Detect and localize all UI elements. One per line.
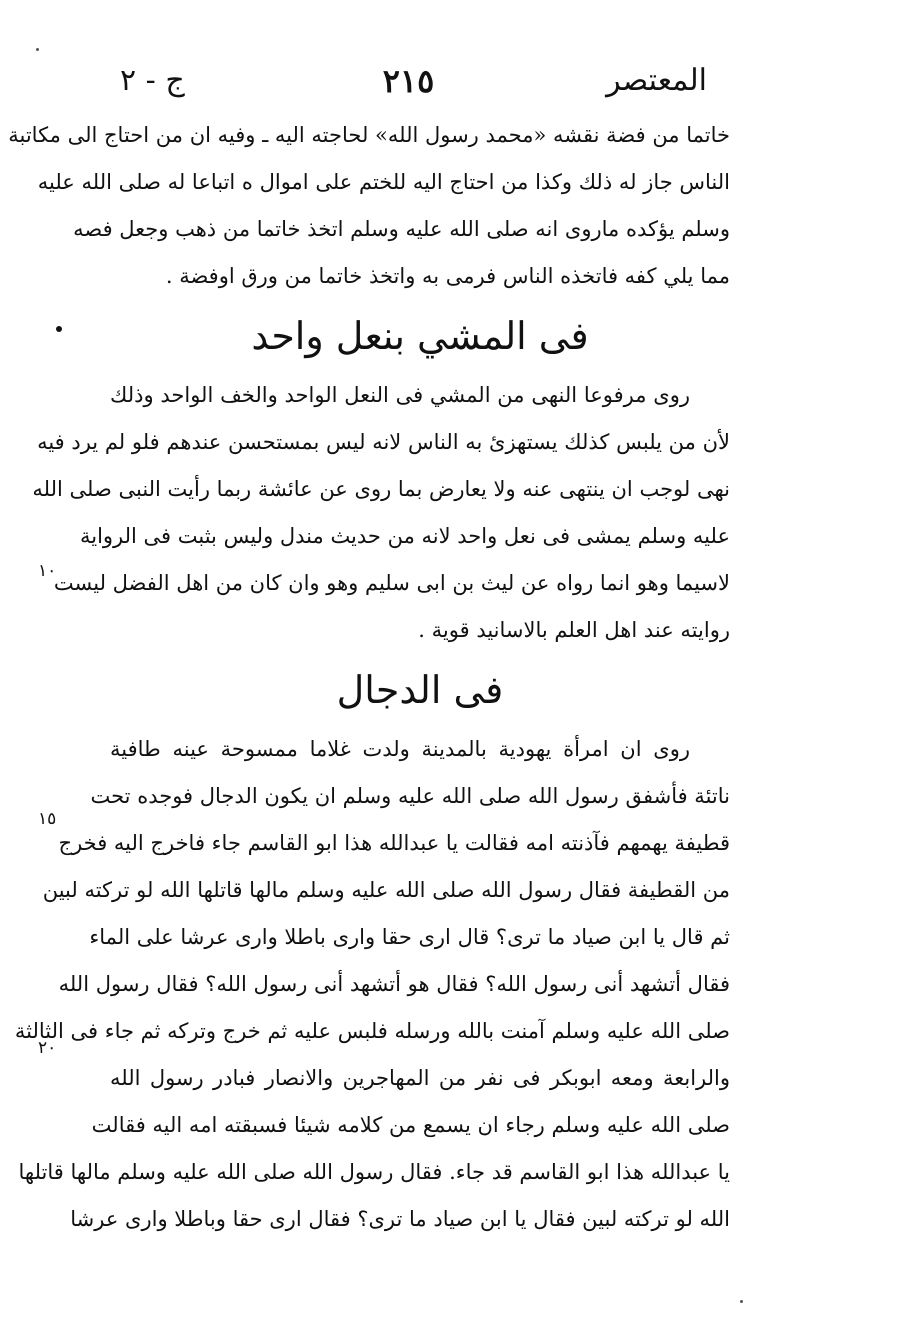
text-line: روى مرفوعا النهى من المشي فى النعل الواحد والخف الواحد وذلك — [110, 383, 690, 407]
volume-label: ج - ٢ — [120, 63, 185, 98]
text-line: ثم قال يا ابن صياد ما ترى؟ قال ارى حقا وارى باطلا وارى عرشا على الماء — [89, 925, 730, 949]
text-line: نهى لوجب ان ينتهى عنه ولا يعارض بما روى عن عائشة ربما رأيت النبى صلى الله — [32, 477, 730, 501]
text-line: خاتما من فضة نقشه «محمد رسول الله» لحاجته اليه ـ وفيه ان من احتاج الى مكاتبة — [8, 123, 730, 147]
line-number-20: ٢٠ — [38, 1038, 57, 1058]
line-number-10: ١٠ — [38, 561, 57, 581]
page-number: ٢١٥ — [382, 62, 435, 100]
margin-dot — [56, 326, 62, 332]
text-line: الناس جاز له ذلك وكذا من احتاج اليه للختم على اموال ه اتباعا له صلى الله عليه — [37, 170, 730, 194]
text-line: فقال أتشهد أنى رسول الله؟ فقال هو أتشهد أنى رسول الله؟ فقال رسول الله — [58, 972, 730, 996]
line-number-15: ١٥ — [38, 809, 57, 829]
text-line: يا عبدالله هذا ابو القاسم قد جاء. فقال رسول الله صلى الله عليه وسلم مالها قاتلها — [18, 1160, 730, 1184]
paper-speck — [740, 1300, 743, 1303]
paper-speck — [36, 48, 39, 51]
text-line: لأن من يلبس كذلك يستهزئ به الناس لانه ليس بمستحسن عندهم فلو لم يرد فيه — [37, 430, 730, 454]
text-line: مما يلي كفه فاتخذه الناس فرمى به واتخذ خاتما من ورق اوفضة . — [165, 264, 730, 288]
text-line: وسلم يؤكده ماروى انه صلى الله عليه وسلم اتخذ خاتما من ذهب وجعل فصه — [73, 217, 730, 241]
text-line: لاسيما وهو انما رواه عن ليث بن ابى سليم وهو وان كان من اهل الفضل ليست — [53, 571, 730, 595]
text-line: من القطيفة فقال رسول الله صلى الله عليه وسلم مالها قاتلها الله لو تركته لبين — [42, 878, 730, 902]
text-line: صلى الله عليه وسلم آمنت بالله ورسله فلبس عليه ثم خرج وتركه ثم جاء فى الثالثة — [14, 1019, 730, 1043]
text-line: روى ان امرأة يهودية بالمدينة ولدت غلاما ممسوحة عينه طافية — [110, 737, 690, 761]
page-header — [110, 56, 707, 106]
running-title: المعتصر — [606, 63, 707, 98]
text-line: الله لو تركته لبين فقال يا ابن صياد ما ترى؟ فقال ارى حقا وباطلا وارى عرشا — [70, 1207, 730, 1231]
section-heading: فى الدجال — [336, 668, 504, 712]
text-line: روايته عند اهل العلم بالاسانيد قوية . — [418, 618, 730, 642]
text-line: صلى الله عليه وسلم رجاء ان يسمع من كلامه شيئا فسبقته امه اليه فقالت — [91, 1113, 730, 1137]
text-line: عليه وسلم يمشى فى نعل واحد لانه من حديث مندل وليس بثبت فى الرواية — [79, 524, 730, 548]
section-heading: فى المشي بنعل واحد — [251, 314, 589, 358]
text-line: ناتئة فأشفق رسول الله صلى الله عليه وسلم ان يكون الدجال فوجده تحت — [90, 784, 730, 808]
text-line: والرابعة ومعه ابوبكر فى نفر من المهاجرين والانصار فبادر رسول الله — [110, 1066, 730, 1090]
text-line: قطيفة يهمهم فآذنته امه فقالت يا عبدالله هذا ابو القاسم جاء فاخرج اليه فخرج — [58, 831, 730, 855]
